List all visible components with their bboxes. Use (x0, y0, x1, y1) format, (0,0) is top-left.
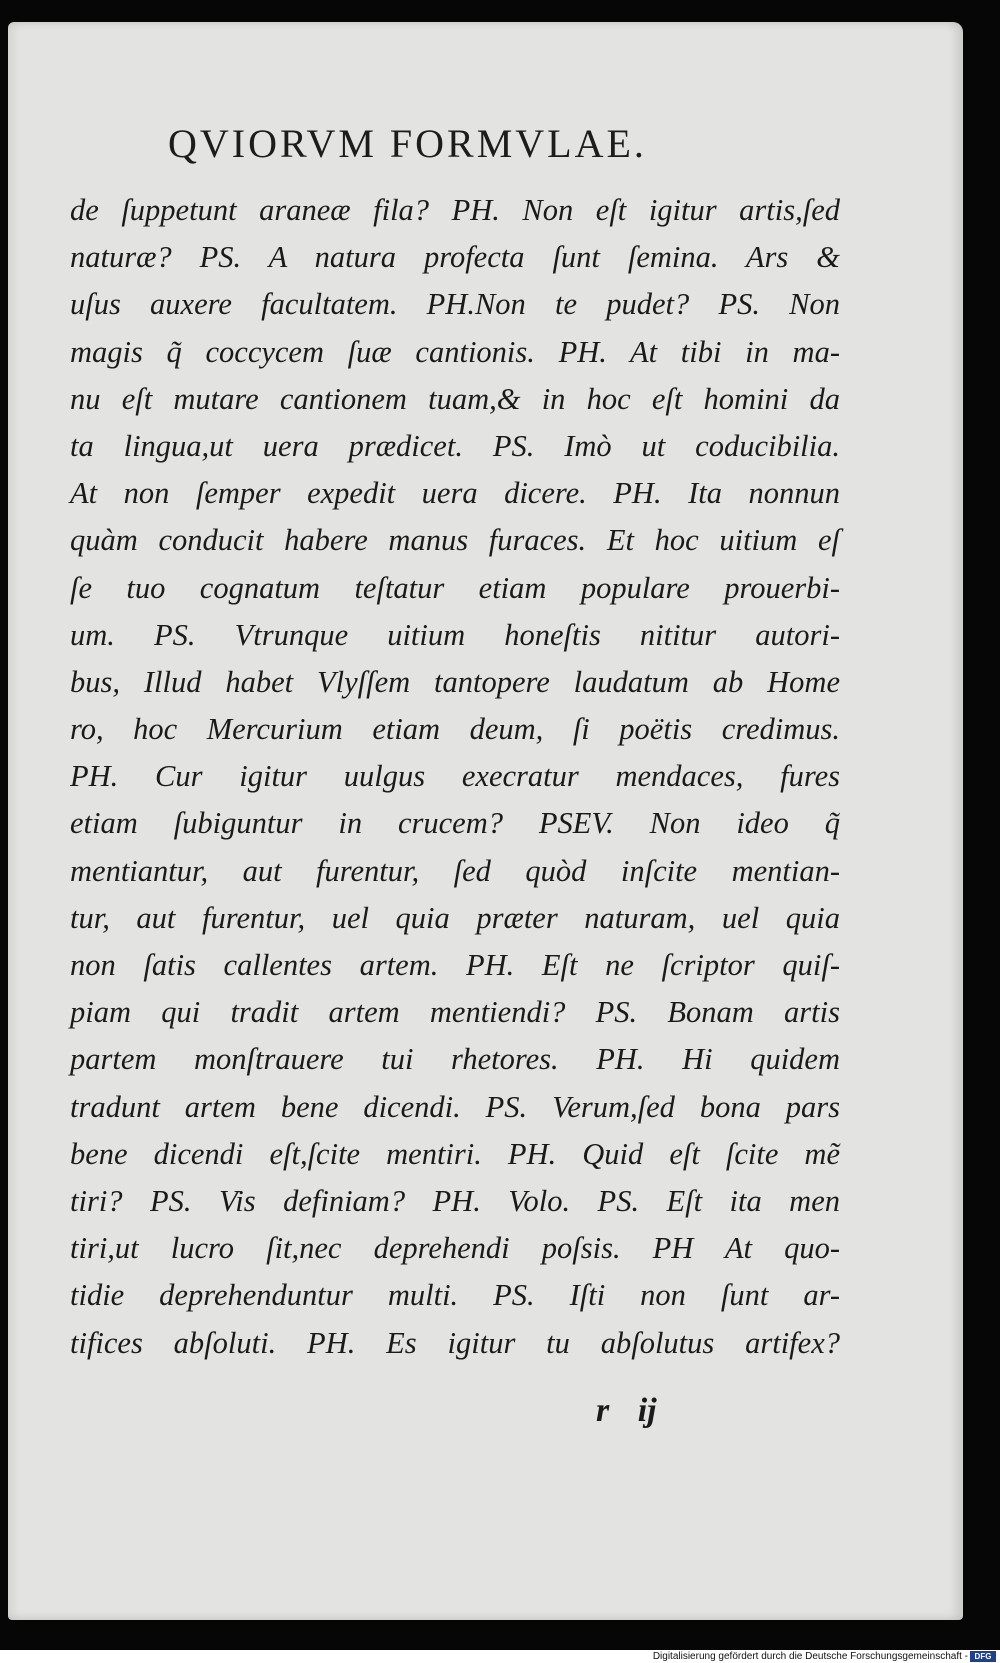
text-line: quàm conducit habere manus furaces. Et hoc uitium eſ (70, 523, 840, 558)
text-line: At non ſemper expedit uera dicere. PH. Ita nonnun (70, 476, 840, 511)
funding-credit: Digitalisierung gefördert durch die Deutsche Forschungsgemeinschaft - (652, 1651, 968, 1662)
text-line: ro, hoc Mercurium etiam deum, ſi poëtis credimus. (70, 712, 840, 747)
text-line: de ſuppetunt araneæ fila? PH. Non eſt igitur artis,ſed (70, 193, 840, 227)
text-line: bene dicendi eſt,ſcite mentiri. PH. Quid eſt ſcite mẽ (70, 1136, 840, 1171)
text-line: uſus auxere facultatem. PH.Non te pudet? PS. Non (70, 287, 840, 322)
text-line: non ſatis callentes artem. PH. Eſt ne ſcriptor quiſ- (70, 948, 840, 982)
text-line: tradunt artem bene dicendi. PS. Verum,ſed bona pars (70, 1089, 840, 1124)
text-line: tifices abſoluti. PH. Es igitur tu abſolutus artifex? (70, 1325, 840, 1360)
text-line: PH. Cur igitur uulgus execratur mendaces, fures (70, 759, 840, 794)
text-line: partem monſtrauere tui rhetores. PH. Hi quidem (70, 1042, 840, 1077)
text-line: tur, aut furentur, uel quia præter naturam, uel quia (70, 900, 840, 935)
book-page (8, 22, 963, 1620)
body-text (70, 187, 840, 1367)
text-line: etiam ſubiguntur in crucem? PSEV. Non ideo q̃ (70, 806, 840, 841)
text-line: bus, Illud habet Vlyſſem tantopere laudatum ab Home (70, 664, 840, 699)
running-head: QVIORVM FORMVLAE. (168, 121, 647, 166)
text-line: naturæ? PS. A natura profecta ſunt ſemina. Ars & (70, 240, 840, 275)
text-line: tiri? PS. Vis definiam? PH. Volo. PS. Eſt ita men (70, 1183, 840, 1218)
text-line: piam qui tradit artem mentiendi? PS. Bonam artis (70, 995, 840, 1030)
dfg-logo: DFG (970, 1651, 996, 1662)
text-line: ta lingua,ut uera prædicet. PS. Imò ut coducibilia. (70, 428, 840, 463)
text-line: ſe tuo cognatum teſtatur etiam populare prouerbi- (70, 570, 840, 605)
text-line: um. PS. Vtrunque uitium honeſtis nititur autori- (70, 617, 840, 652)
signature-mark: r ij (596, 1392, 657, 1429)
text-line: tiri,ut lucro ſit,nec deprehendi poſsis. PH At quo- (70, 1231, 840, 1266)
text-line: tidie deprehenduntur multi. PS. Iſti non ſunt ar- (70, 1278, 840, 1313)
footer-bar (0, 1650, 1000, 1663)
text-line: nu eſt mutare cantionem tuam,& in hoc eſt homini da (70, 381, 840, 416)
text-line: magis q̃ coccycem ſuæ cantionis. PH. At tibi in ma- (70, 334, 840, 369)
text-line: mentiantur, aut furentur, ſed quòd inſcite mentian- (70, 853, 840, 888)
